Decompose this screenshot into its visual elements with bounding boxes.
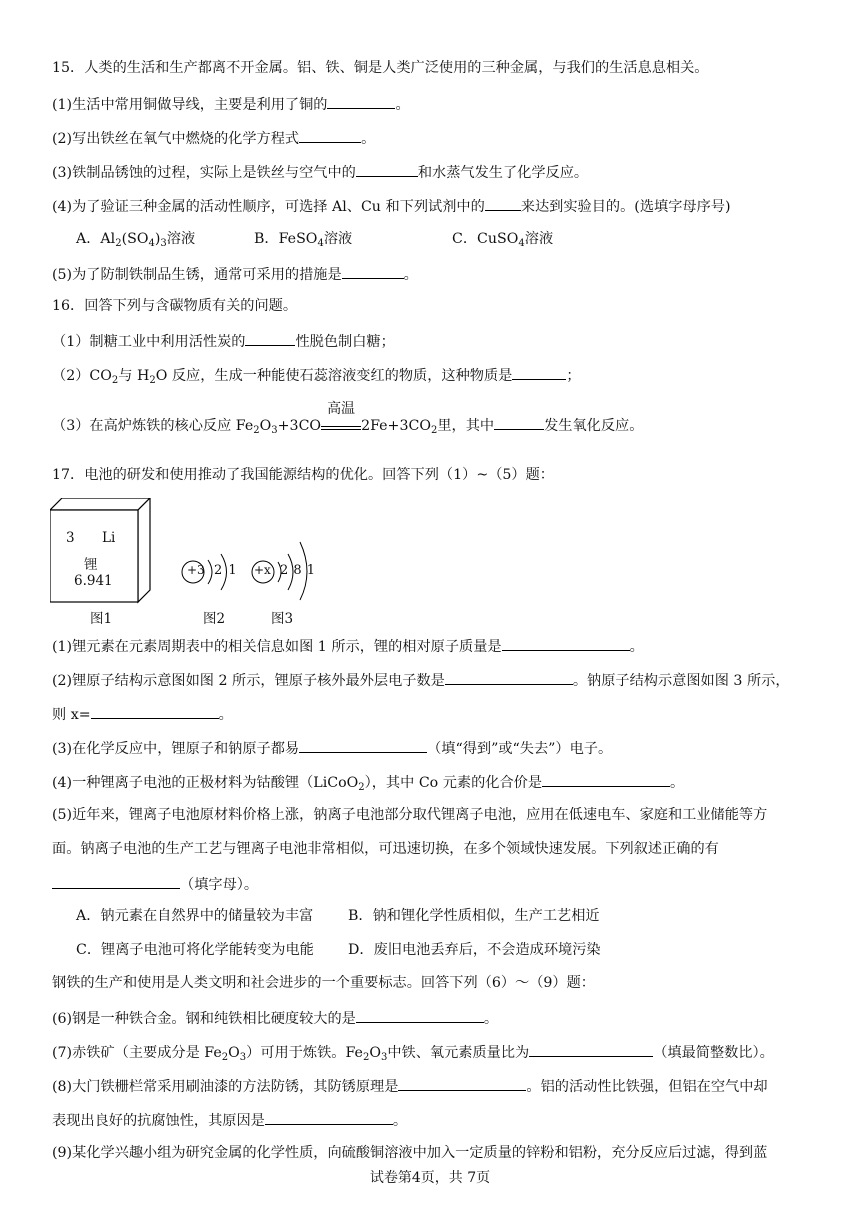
atomic-number: 3 (66, 530, 75, 546)
li-shells: 2 1 (214, 563, 237, 578)
answer-blank[interactable] (512, 364, 566, 380)
q17-part3-text: (3)在化学反应中，锂原子和钠原子都易 (52, 741, 300, 757)
q17-part3 (52, 737, 612, 759)
q17-part4: (4)一种锂离子电池的正极材料为钴酸锂（LiCoO$_2$），其中 Co 元素的化合价是 。 (52, 771, 684, 793)
q16-stem: 16．回答下列与含碳物质有关的问题。 (52, 298, 298, 314)
answer-blank[interactable] (327, 93, 395, 109)
steel-part6-text: (6)钢是一种铁合金。钢和纯铁相比硬度较大的是 (52, 1011, 356, 1027)
q16-part1-text: （1）制糖工业中利用活性炭的 (52, 334, 246, 350)
punct: 。 (218, 707, 233, 723)
q17-part5-line2: 面。钠离子电池的生产工艺与锂离子电池非常相似，可迅速切换，在多个领域快速发展。下列叙述正确的有 (52, 841, 719, 857)
q15-part3-text: (3)铁制品锈蚀的过程，实际上是铁丝与空气中的 (52, 165, 356, 181)
steel-part8-tail: 。铝的活动性比铁强，但铝在空气中却 (526, 1079, 768, 1095)
punct: 。 (392, 1113, 408, 1129)
option-c[interactable]: C．锂离子电池可将化学能转变为电能 (76, 942, 314, 958)
option-b[interactable]: B．FeSO$_4$溶液 (254, 231, 353, 249)
q17-part2 (52, 669, 790, 691)
steel-part9: (9)某化学兴趣小组为研究金属的化学性质，向硫酸铜溶液中加入一定质量的锌粉和铝粉，充分反应后过滤，得到蓝 (52, 1145, 768, 1161)
q17-options-row1 (76, 906, 600, 926)
element-symbol: Li (102, 530, 116, 546)
q17-part5-line1: (5)近年来，锂离子电池原材料价格上涨，钠离子电池部分取代锂离子电池，应用在低速电车、家庭和工业储能等方 (52, 807, 768, 823)
answer-blank[interactable] (52, 873, 180, 889)
q17-part5-tail: （填字母）。 (180, 877, 259, 893)
q16-part2-text: O 反应，生成一种能使石蕊溶液变红的物质，这种物质是 (155, 368, 513, 384)
q15-part5 (52, 263, 418, 285)
q15-part5-text: (5)为了防制铁制品生锈，通常可采用的措施是 (52, 267, 342, 283)
q17-options-row2 (76, 940, 601, 960)
q15-stem: 15．人类的生活和生产都离不开金属。铝、铁、铜是人类广泛使用的三种金属，与我们的生活息息相关。 (52, 60, 709, 76)
answer-blank[interactable] (485, 195, 521, 211)
atomic-mass: 6.941 (74, 573, 113, 589)
q15-part4-tail: 来达到实验目的。(选填字母序号) (520, 199, 731, 215)
q15-part4-text: (4)为了验证三种金属的活动性顺序，可选择 Al、Cu 和下列试剂中的 (52, 199, 485, 215)
answer-blank[interactable] (356, 1007, 484, 1023)
option-c[interactable]: C．CuSO$_4$溶液 (452, 231, 554, 249)
punct: ； (566, 368, 581, 384)
answer-blank[interactable] (529, 1041, 653, 1057)
answer-blank[interactable] (494, 414, 544, 430)
steel-part7-tail: （填最简整数比）。 (653, 1045, 774, 1061)
figure-3-caption: 图3 (271, 611, 294, 627)
answer-blank[interactable] (542, 771, 670, 787)
na-shells: 2 8 1 (280, 563, 316, 578)
answer-blank[interactable] (245, 330, 295, 346)
answer-blank[interactable] (356, 161, 418, 177)
q17-part5-line3 (52, 873, 258, 895)
q16-part2: $(2)CO_2$与 $H_2O$ 反应，生成一种能使石蕊溶液变红的物质，这种物质是 ； (52, 364, 581, 386)
option-d[interactable]: D．废旧电池丢弃后，不会造成环境污染 (348, 942, 601, 958)
punct: 。 (361, 131, 376, 147)
q15-part3-tail: 和水蒸气发生了化学反应。 (417, 165, 589, 181)
punct: 。 (629, 639, 644, 655)
answer-blank[interactable] (445, 669, 573, 685)
answer-blank[interactable] (398, 1075, 526, 1091)
punct: 。 (670, 775, 685, 791)
q17-part2-tail: 。钠原子结构示意图如图 3 所示， (572, 673, 790, 689)
q17-part2-text: (2)锂原子结构示意图如图 2 所示，锂原子核外最外层电子数是 (52, 673, 445, 689)
q16-part1 (52, 330, 395, 352)
q17-part1-text: (1)锂元素在元素周期表中的相关信息如图 1 所示，锂的相对原子质量是 (52, 639, 502, 655)
figure-2-caption: 图2 (203, 611, 226, 627)
answer-blank[interactable] (342, 263, 404, 279)
steel-part6 (52, 1007, 498, 1029)
element-name: 锂 (84, 557, 98, 573)
answer-blank[interactable] (299, 737, 427, 753)
q16-part3-tail: 发生氧化反应。 (544, 418, 644, 434)
q17-stem: 17．电池的研发和使用推动了我国能源结构的优化。回答下列（1）~（5）题： (52, 467, 554, 483)
punct: 。 (395, 97, 410, 113)
q15-part2-text: (2)写出铁丝在氧气中燃烧的化学方程式 (52, 131, 300, 147)
steel-part8-text: (8)大门铁栅栏常采用刷油漆的方法防锈，其防锈原理是 (52, 1079, 399, 1095)
q15-part2 (52, 127, 375, 149)
q17-part1 (52, 635, 644, 657)
q16-part3: （3）在高炉炼铁的核心反应 $Fe_2O_3+3CO$ 高温 $2Fe+3CO_2$里，其中 发生氧化反应。 (52, 401, 644, 436)
li-nucleus: +3 (187, 563, 205, 577)
page-footer: 试卷第4页，共 7页 (369, 1170, 491, 1186)
q17-part2-cont: 则 x= 。 (52, 703, 233, 725)
q15-part4 (52, 195, 730, 217)
figure-1-caption: 图1 (90, 611, 113, 627)
q15-part1-text: (1)生活中常用铜做导线，主要是利用了铜的 (52, 97, 328, 113)
reaction-condition: 高温 (321, 417, 361, 430)
option-a[interactable]: A．$Al_2(SO_4)_3$溶液 (76, 231, 196, 249)
answer-blank[interactable] (91, 703, 219, 719)
na-nucleus: +x (254, 563, 271, 577)
steel-part8-cont: 表现出良好的抗腐蚀性，其原因是 。 (52, 1109, 407, 1131)
q15-part3 (52, 161, 588, 183)
steel-part7: (7)赤铁矿（主要成分是 $Fe_2O_3$）可用于炼铁。$Fe_2O_3$中铁、氧元素质量比为 （填最简整数比）。 (52, 1041, 774, 1063)
option-b[interactable]: B．钠和锂化学性质相似，生产工艺相近 (348, 908, 600, 924)
punct: 。 (483, 1011, 499, 1027)
steel-stem: 钢铁的生产和使用是人类文明和社会进步的一个重要标志。回答下列（6）～（9）题： (52, 975, 595, 991)
q16-part1-tail: 性脱色制白糖； (295, 334, 395, 350)
answer-blank[interactable] (502, 635, 630, 651)
answer-blank[interactable] (299, 127, 361, 143)
q15-options (76, 229, 553, 249)
steel-part8 (52, 1075, 768, 1097)
periodic-cell-figure (50, 498, 162, 606)
answer-blank[interactable] (265, 1109, 393, 1125)
q15-part1 (52, 93, 410, 115)
punct: 。 (403, 267, 418, 283)
option-a[interactable]: A．钠元素在自然界中的储量较为丰富 (76, 908, 314, 924)
q17-part3-tail: （填“得到”或“失去”）电子。 (427, 741, 613, 757)
